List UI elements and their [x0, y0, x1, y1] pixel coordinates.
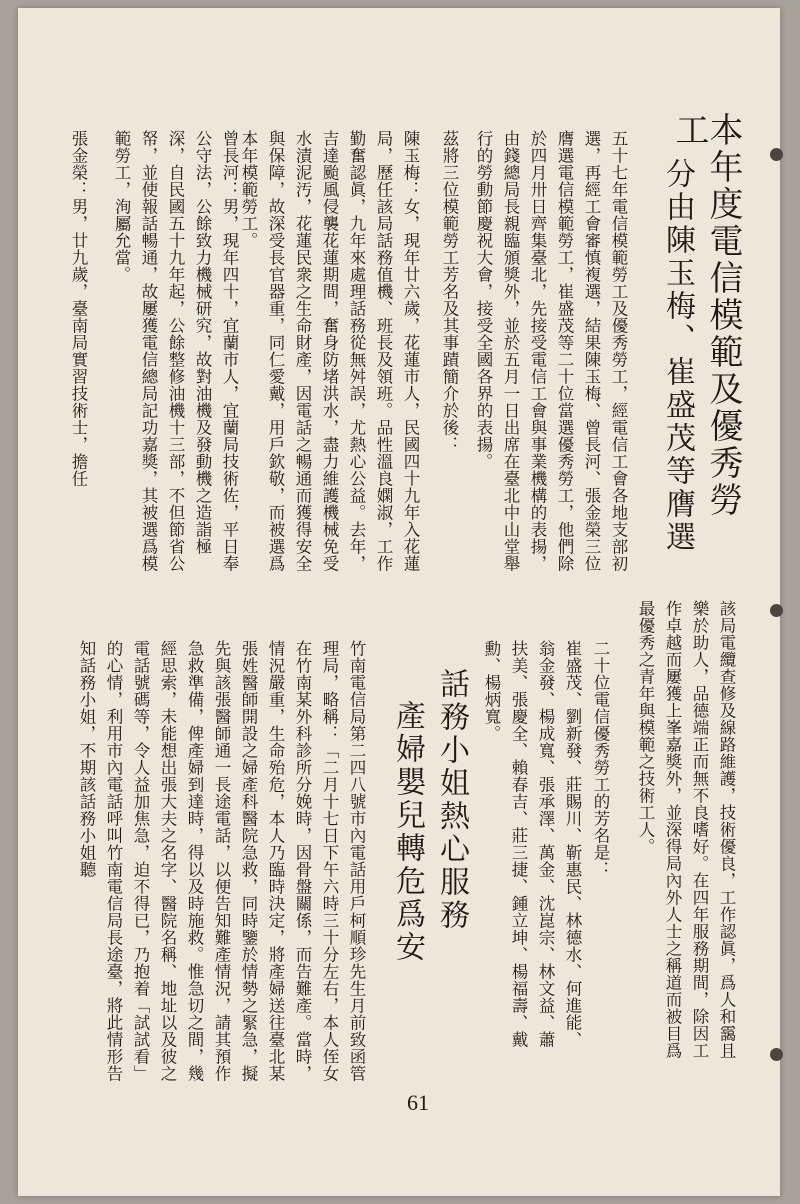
article1-excellent-lead: 二十位電信優秀勞工的芳名是： [591, 640, 610, 878]
page-number: 61 [407, 1090, 429, 1115]
article1-lead: 茲將三位模範勞工芳名及其事蹟簡介於後： [440, 130, 459, 453]
article1-zhang-jinrong-cont: 該局電纜查修及線路維護，技術優良，工作認眞，爲人和靄且樂於助人，品德端正而無不良嗜好。在四年服務期間，除因工作卓越而屢獲上峯嘉獎外，並深得局內外人士之稱道而被目爲最優秀之青年與模範之技術工人。 [636, 600, 736, 1059]
article1-title: 本年度電信模範及優秀勞工 [669, 112, 743, 519]
article1-zeng-changhe: 曾長河：男，現年四十，宜蘭市人，宜蘭局技術佐，平日奉公守法，公餘致力機械研究，故對油機及發動機之造詣極深，自民國五十九年起，公餘整修油機十三部，不但節省公帑，並使報話暢通，故屢獲電信總局記功嘉獎，其被選爲模範勞工，洵屬允當。 [112, 130, 239, 572]
article1-subtitle: 分由陳玉梅、崔盛茂等膺選 [660, 158, 695, 554]
binder-hole [770, 1048, 783, 1061]
article1-zhang-jinrong-start: 張金榮：男，廿九歲，臺南局實習技術士，擔任 [69, 130, 88, 487]
binder-hole [770, 148, 783, 161]
document-page [18, 8, 780, 1196]
article1-excellent-names: 崔盛茂、劉新發、莊賜川、靳惠民、林德水、何進能、翁金發、楊成寬、張承澤、萬金、沈崑宗、林文益、蕭扶美、張慶全、賴春吉、莊三捷、鍾立坤、楊福壽、戴勳、楊炳寬。 [482, 640, 582, 1048]
article1-intro: 五十七年電信模範勞工及優秀勞工，經電信工會各地支部初選，再經工會審慎複選，結果陳玉梅、曾長河、張金榮三位膺選電信模範勞工，崔盛茂等二十位當選優秀勞工，他們除於四月卅日齊集臺北，先接受電信工會與事業機構的表揚，由錢總局長親臨頒獎外，並於五月一日出席在臺北中山堂舉行的勞動節慶祝大會，接受全國各界的表揚。 [474, 130, 628, 572]
article2-body: 竹南電信局第二四八號市內電話用戶柯順珍先生月前致函管理局，略稱：「二月十七日下午六時三十分左右，本人侄女在竹南某外科診所分娩時，因骨盤關係，而告難產。當時，情況嚴重，生命殆危，本人乃臨時決定，將產婦送往臺北某張姓醫師開設之婦產科醫院急救，同時鑒於情勢之緊急，擬先與該張醫師通一長途電話，以便告知難產情況，請其預作急救準備，俾產婦到達時，得以及時施救。惟急切之間，幾經思索，未能想出張大夫之名字、醫院名稱、地址以及彼之電話號碼等，令人益加焦急，迫不得已，乃抱着「試試看」的心情，利用市內電話呼叫竹南電信局長途臺，將此情形告知話務小姐，不期該話務小姐聽 [77, 640, 366, 1082]
binder-hole [770, 604, 783, 617]
article2-title: 話務小姐熱心服務 [434, 668, 469, 932]
article1-chen-yumei: 陳玉梅：女，現年廿六歲，花蓮市人，民國四十九年入花蓮局，歷任該局話務值機、班長及領班。品性溫良嫻淑，工作勤奮認眞，九年來處理話務從無舛誤，尤熱心公益。去年，吉達颱風侵襲花蓮期間，奮身防堵洪水，盡力維護機械免受水漬泥汚，花蓮民衆之生命財產，因電話之暢通而獲得安全與保障，故深受長官器重，同仁愛戴，用戶欽敬，而被選爲本年模範勞工。 [239, 130, 420, 572]
article2-subtitle: 產婦嬰兒轉危爲安 [390, 700, 425, 964]
